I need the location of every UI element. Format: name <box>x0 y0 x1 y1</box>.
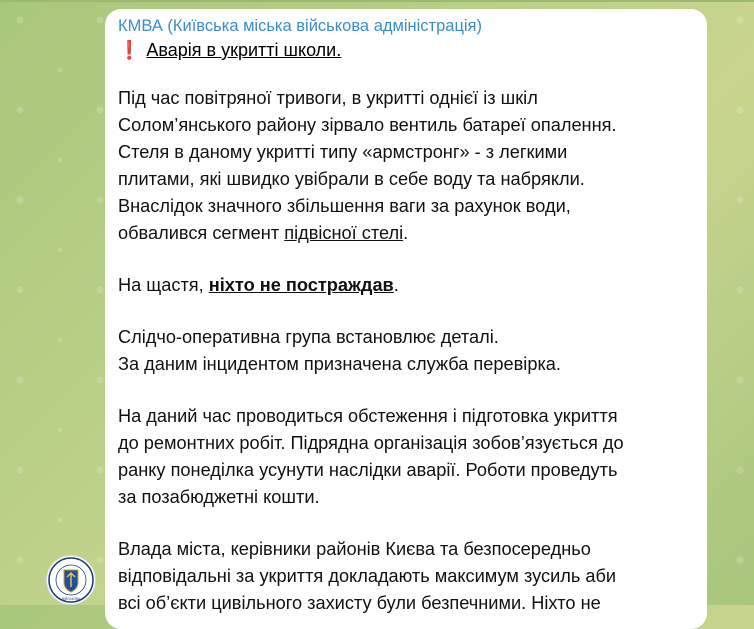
text-line: Солом’янського району зірвало вентиль батареї опалення. <box>118 115 617 135</box>
sender-name[interactable]: КМВА (Київська міська військова адміністрація) <box>118 17 482 35</box>
text-line: за позабюджетні кошти. <box>118 487 320 507</box>
text-line: Стеля в даному укритті типу «армстронг» - з легкими <box>118 142 568 162</box>
svg-text:ВІЙСЬКОВА: ВІЙСЬКОВА <box>61 597 81 601</box>
text-line: Влада міста, керівники районів Києва та безпосередньо <box>118 539 591 559</box>
paragraph-repairs <box>118 403 693 511</box>
text-line: відповідальні за укриття докладають максимум зусиль аби <box>118 566 617 586</box>
text-line: Під час повітряної тривоги, в укритті однієї із шкіл <box>118 88 538 108</box>
headline-text: Аварія в укритті школи. <box>146 40 342 60</box>
kmva-coat-of-arms-icon <box>47 556 95 604</box>
ceiling-link[interactable]: підвісної стелі <box>284 223 404 243</box>
message-bubble[interactable] <box>105 9 707 629</box>
avatar[interactable] <box>46 555 96 605</box>
text-line: За даним інцидентом призначена служба перевірка. <box>118 354 561 374</box>
top-border <box>0 0 754 2</box>
paragraph-incident <box>118 85 693 247</box>
text-line: На щастя, <box>118 275 209 295</box>
text-line: всі об’єкти цивільного захисту були безпечними. Ніхто не <box>118 593 601 613</box>
exclamation-icon: ❗ <box>118 40 141 60</box>
paragraph-no-injuries <box>118 272 693 299</box>
text-line: ранку понеділка усунути наслідки аварії. Роботи проведуть <box>118 460 618 480</box>
text-punct: . <box>403 223 409 243</box>
text-line: На даний час проводиться обстеження і підготовка укриття <box>118 406 618 426</box>
text-punct: . <box>393 275 399 295</box>
text-line: до ремонтних робіт. Підрядна організація зобов’язується до <box>118 433 624 453</box>
text-line: плитами, які швидко увібрали в себе воду та набрякли. <box>118 169 585 189</box>
no-injuries-link[interactable]: ніхто не постраждав <box>208 275 394 295</box>
text-line: Слідчо-оперативна група встановлює деталі. <box>118 327 499 347</box>
paragraph-investigation <box>118 324 693 378</box>
message-headline <box>118 38 693 62</box>
text-line: обвалився сегмент <box>118 223 285 243</box>
text-line: Внаслідок значного збільшення ваги за рахунок води, <box>118 196 571 216</box>
